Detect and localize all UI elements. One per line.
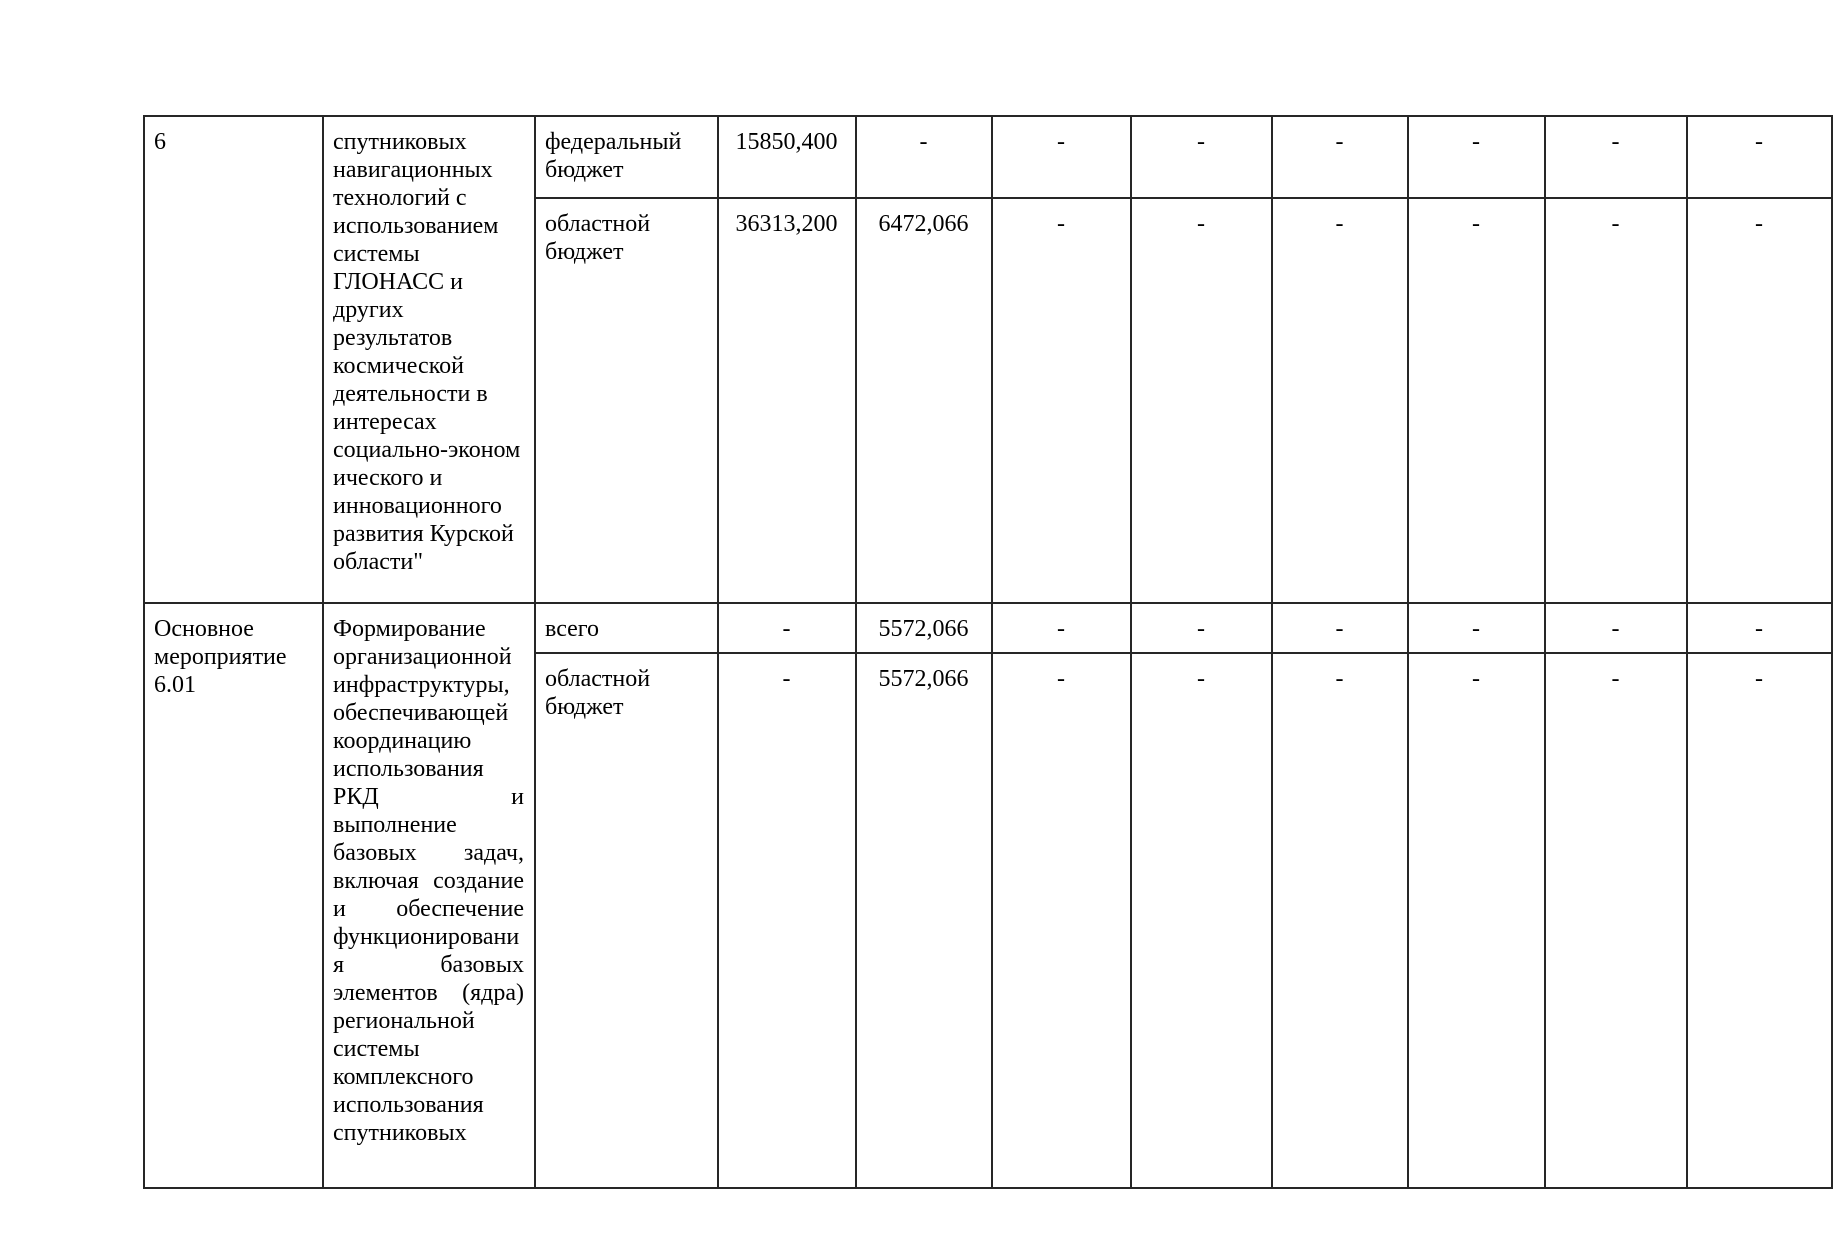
value-cell: - — [1131, 116, 1272, 198]
value-cell: - — [1272, 653, 1408, 1188]
value-cell: - — [1408, 198, 1545, 603]
value-cell: - — [1131, 198, 1272, 603]
value-cell: - — [1408, 116, 1545, 198]
value-cell: 5572,066 — [856, 653, 992, 1188]
value-cell: - — [856, 116, 992, 198]
value-cell: - — [1272, 198, 1408, 603]
value-cell: - — [1545, 653, 1687, 1188]
value-cell: - — [1687, 603, 1832, 653]
value-cell: - — [992, 603, 1131, 653]
value-cell: 15850,400 — [718, 116, 856, 198]
value-cell: - — [1687, 653, 1832, 1188]
value-cell: 36313,200 — [718, 198, 856, 603]
description-cell: спутниковых навигационных технологий с использованием системы ГЛОНАСС и других результатов космической деятельности в интересах социально-эконом ического и инновационного развития Курской области" — [323, 116, 535, 603]
value-cell: - — [1545, 198, 1687, 603]
row-index-cell: Основное мероприятие 6.01 — [144, 603, 323, 1188]
budget-table-wrapper — [143, 115, 1833, 1189]
value-cell: - — [1545, 603, 1687, 653]
value-cell: - — [1687, 116, 1832, 198]
value-cell: - — [1131, 603, 1272, 653]
description-cell: Формирование организационной инфраструктуры, обеспечивающей координацию использования РКД и выполнение базовых задач, включая создание и обеспечение функционировани я базовых элементов (ядра) региональной системы комплексного использования спутниковых — [323, 603, 535, 1188]
budget-type-cell: федеральный бюджет — [535, 116, 718, 198]
value-cell: - — [992, 116, 1131, 198]
table-row — [144, 116, 1832, 198]
value-cell: - — [1131, 653, 1272, 1188]
budget-type-cell: областной бюджет — [535, 198, 718, 603]
value-cell: 6472,066 — [856, 198, 992, 603]
value-cell: - — [718, 603, 856, 653]
row-index-cell: 6 — [144, 116, 323, 603]
value-cell: 5572,066 — [856, 603, 992, 653]
value-cell: - — [1272, 603, 1408, 653]
table-row — [144, 603, 1832, 653]
value-cell: - — [1687, 198, 1832, 603]
value-cell: - — [718, 653, 856, 1188]
budget-type-cell: областной бюджет — [535, 653, 718, 1188]
value-cell: - — [1408, 653, 1545, 1188]
value-cell: - — [1545, 116, 1687, 198]
value-cell: - — [992, 198, 1131, 603]
value-cell: - — [1408, 603, 1545, 653]
value-cell: - — [1272, 116, 1408, 198]
value-cell: - — [992, 653, 1131, 1188]
budget-type-cell: всего — [535, 603, 718, 653]
budget-table — [143, 115, 1833, 1189]
